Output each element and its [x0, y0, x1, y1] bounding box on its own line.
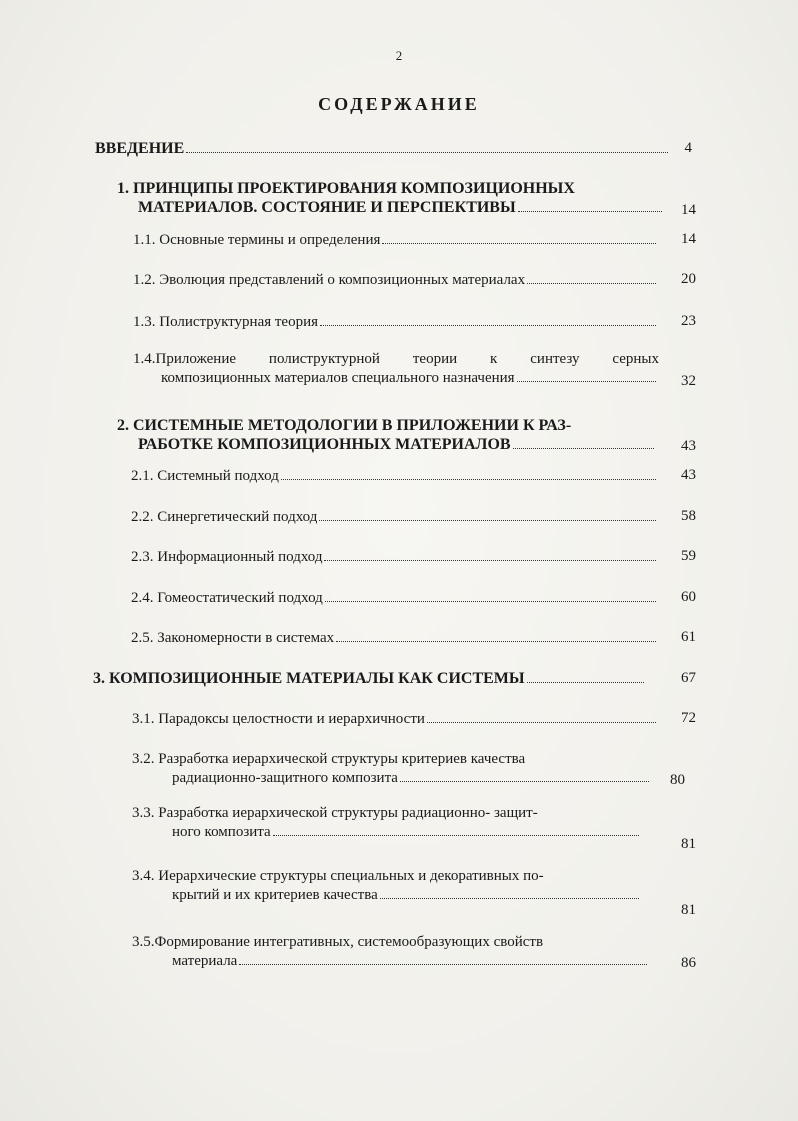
- toc-entry-3-1: [132, 710, 659, 729]
- leader-dots: [273, 834, 639, 836]
- toc-entry-chapter-2: [95, 416, 657, 454]
- toc-entry-page: 67: [681, 670, 696, 686]
- toc-entry-title-line2: крытий и их критериев качества: [172, 887, 378, 903]
- toc-entry-page: 81: [681, 836, 696, 852]
- leader-dots: [382, 242, 656, 244]
- toc-entry-page: 61: [681, 629, 696, 645]
- toc-entry-title: 3. КОМПОЗИЦИОННЫЕ МАТЕРИАЛЫ КАК СИСТЕМЫ: [93, 670, 525, 687]
- toc-entry-page: 60: [681, 589, 696, 605]
- leader-dots: [320, 324, 656, 326]
- toc-entry-chapter-1: [95, 179, 665, 217]
- toc-entry-title: ВВЕДЕНИЕ: [95, 140, 185, 157]
- toc-entry-title: 1.1. Основные термины и определения: [133, 232, 381, 248]
- toc-entry-2-1: [131, 467, 659, 486]
- toc-entry-page: 23: [681, 313, 696, 329]
- toc-title: СОДЕРЖАНИЕ: [318, 94, 480, 114]
- toc-entry-2-2: [131, 508, 659, 527]
- toc-entry-title-line1: 3.4. Иерархические структуры специальных и декоративных по-: [132, 868, 544, 884]
- toc-entry-page: 59: [681, 548, 696, 564]
- toc-entry-title: 3.1. Парадоксы целостности и иерархичности: [132, 711, 425, 727]
- toc-entry-page: 86: [681, 955, 696, 971]
- toc-entry-page: 43: [681, 438, 696, 454]
- toc-entry-2-4: [131, 589, 659, 608]
- toc-entry-title-line1: 3.3. Разработка иерархической структуры радиационно- защит-: [132, 805, 538, 821]
- leader-dots: [319, 519, 656, 521]
- leader-dots: [281, 478, 656, 480]
- leader-dots: [518, 210, 662, 212]
- toc-entry-title-line2: МАТЕРИАЛОВ. СОСТОЯНИЕ И ПЕРСПЕКТИВЫ: [138, 199, 516, 216]
- toc-entry-1-3: [133, 313, 659, 332]
- toc-entry-1-1: [133, 231, 659, 250]
- toc-entry-1-4: [133, 350, 659, 388]
- toc-entry-title-line1: 2. СИСТЕМНЫЕ МЕТОДОЛОГИИ В ПРИЛОЖЕНИИ К РАЗ-: [117, 417, 572, 434]
- toc-entry-page: 20: [681, 271, 696, 287]
- leader-dots: [324, 559, 656, 561]
- leader-dots: [186, 151, 668, 153]
- toc-entry-title: 2.1. Системный подход: [131, 468, 279, 484]
- toc-entry-title-line1: 1. ПРИНЦИПЫ ПРОЕКТИРОВАНИЯ КОМПОЗИЦИОННЫХ: [117, 180, 575, 197]
- leader-dots: [427, 721, 656, 723]
- toc-entry-page: 43: [681, 467, 696, 483]
- toc-entry-title: 2.3. Информационный подход: [131, 549, 323, 565]
- toc-entry-page: 80: [670, 772, 685, 788]
- toc-entry-3-5: [132, 933, 650, 971]
- toc-entry-title: 1.3. Полиструктурная теория: [133, 314, 319, 330]
- leader-dots: [380, 897, 639, 899]
- toc-entry-page: 58: [681, 508, 696, 524]
- toc-entry-title-line2: ного композита: [172, 824, 271, 840]
- toc-entry-3-3: [132, 804, 642, 842]
- toc-entry-title-line1: 3.2. Разработка иерархической структуры критериев качества: [132, 751, 526, 767]
- leader-dots: [527, 282, 656, 284]
- toc-entry-1-2: [133, 271, 659, 290]
- toc-entry-title-line2: композиционных материалов специального назначения: [161, 370, 515, 386]
- toc-entry-3-4: [132, 867, 642, 905]
- toc-entry-title-line2: материала: [172, 953, 238, 969]
- toc-entry-2-5: [131, 629, 659, 648]
- toc-entry-chapter-3: [93, 669, 647, 688]
- leader-dots: [239, 963, 647, 965]
- toc-entry-title: 1.2. Эволюция представлений о композиционных материалах: [133, 272, 526, 288]
- toc-entry-title: 2.2. Синергетический подход: [131, 509, 318, 525]
- page-number: 2: [395, 48, 403, 63]
- toc-entry-page: 14: [681, 231, 696, 247]
- toc-entry-title-line1: 3.5.Формирование интегративных, системообразующих свойств: [132, 934, 544, 950]
- toc-entry-title: 2.5. Закономерности в системах: [131, 630, 335, 646]
- leader-dots: [336, 640, 656, 642]
- toc-entry-title-line2: РАБОТКЕ КОМПОЗИЦИОННЫХ МАТЕРИАЛОВ: [138, 436, 511, 453]
- toc-entry-title-line2: радиационно-защитного композита: [172, 770, 398, 786]
- toc-entry-title: 2.4. Гомеостатический подход: [131, 590, 323, 606]
- leader-dots: [400, 780, 649, 782]
- toc-entry-page: 32: [681, 373, 696, 389]
- toc-entry-page: 72: [681, 710, 696, 726]
- leader-dots: [527, 681, 644, 683]
- toc-entry-title-line1: 1.4.Приложение полиструктурной теории к синтезу серных: [133, 351, 659, 367]
- leader-dots: [325, 600, 656, 602]
- toc-entry-page: 14: [681, 202, 696, 218]
- toc-entry-3-2: [132, 750, 652, 788]
- toc-entry-intro: [95, 139, 671, 158]
- toc-entry-page: 81: [681, 902, 696, 918]
- toc-entry-page: 4: [684, 140, 692, 156]
- leader-dots: [513, 447, 654, 449]
- toc-entry-2-3: [131, 548, 659, 567]
- leader-dots: [517, 380, 656, 382]
